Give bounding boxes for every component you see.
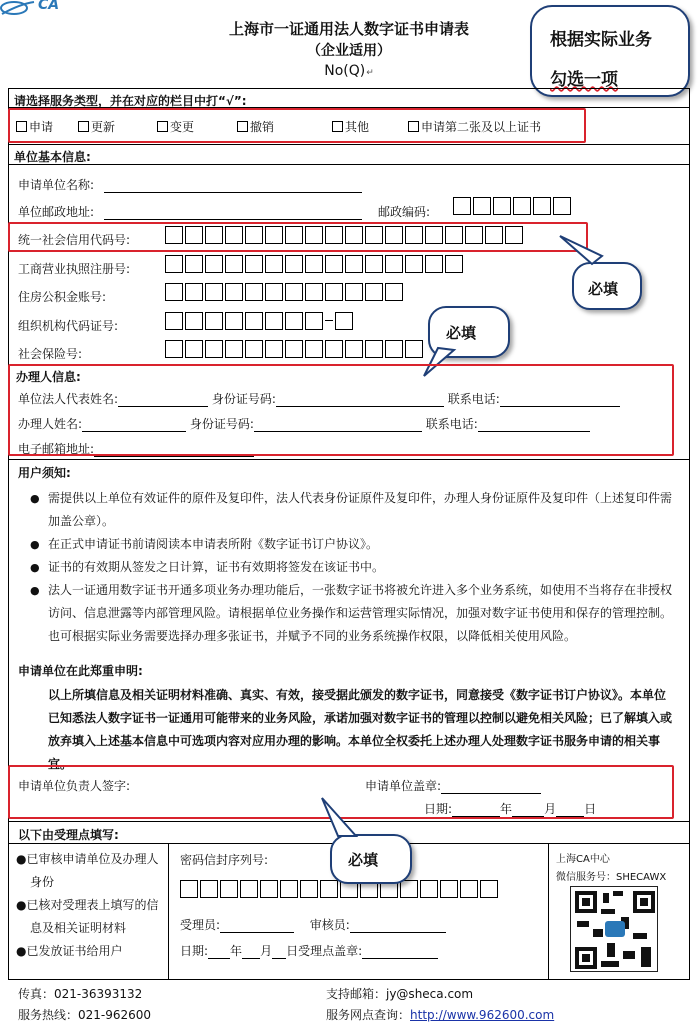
checkbox[interactable] xyxy=(78,121,89,132)
cell[interactable] xyxy=(265,255,283,273)
option-other[interactable] xyxy=(332,118,369,135)
cell[interactable] xyxy=(365,255,383,273)
cell[interactable] xyxy=(185,255,203,273)
cell[interactable] xyxy=(265,340,283,358)
cell[interactable] xyxy=(165,340,183,358)
unit-address-field[interactable] xyxy=(104,207,362,220)
agent-id-field[interactable] xyxy=(254,419,422,432)
cell[interactable] xyxy=(225,283,243,301)
day-label: 日 xyxy=(584,802,597,816)
email-label: 电子邮箱地址: xyxy=(18,442,95,456)
cell[interactable] xyxy=(165,226,183,244)
legal-rep-id-field[interactable] xyxy=(276,394,444,407)
cell[interactable] xyxy=(325,255,343,273)
postcode-label: 邮政编码: xyxy=(378,205,431,219)
acceptance-year: 年 xyxy=(230,944,243,958)
cell[interactable] xyxy=(285,283,303,301)
housing-fund-label: 住房公积金账号: xyxy=(18,290,107,304)
cell[interactable] xyxy=(165,255,183,273)
cell[interactable] xyxy=(480,880,498,898)
callout-text: 必填 xyxy=(588,280,619,298)
cell[interactable] xyxy=(460,880,478,898)
cell[interactable] xyxy=(265,226,283,244)
notice-item: ● 法人一证通用数字证书开通多项业务办理功能后，一张数字证书将被允许进入多个业务系统，如使用不当将存在非授权访问、信息泄露等内部管理风险。请根据单位业务操作和运营管理实际情况，加强对数字证书使用和保存的管理控制。也可根据实际业务需要选择办理多张证书，并赋予不同的业务系统操作权限，以降低相关使用风险。 xyxy=(48,579,672,648)
acceptance-date-label: 日期: xyxy=(180,944,209,958)
cell[interactable] xyxy=(385,283,403,301)
acceptance-day: 日 xyxy=(286,944,299,958)
envelope-label: 密码信封序列号: xyxy=(180,853,269,867)
cell[interactable] xyxy=(513,197,531,215)
acceptance-stamp-label: 受理点盖章: xyxy=(298,944,363,958)
cell[interactable] xyxy=(405,226,423,244)
footer-email: 支持邮箱：jy@sheca.com xyxy=(326,987,474,1001)
cell[interactable] xyxy=(225,226,243,244)
acceptance-date-row xyxy=(180,942,438,959)
cell[interactable] xyxy=(285,226,303,244)
cell[interactable] xyxy=(320,880,338,898)
unit-name-field[interactable] xyxy=(104,180,362,193)
cell[interactable] xyxy=(200,880,218,898)
cell[interactable] xyxy=(205,340,223,358)
option-renew[interactable] xyxy=(78,118,115,135)
footer-fax: 传真：021-36393132 xyxy=(18,987,143,1001)
notice-item: ● 在正式申请证书前请阅读本申请表所附《数字证书订户协议》。 xyxy=(48,533,672,556)
cell[interactable] xyxy=(420,880,438,898)
cell[interactable] xyxy=(185,312,203,330)
acceptance-month: 月 xyxy=(260,944,273,958)
agent-phone-field[interactable] xyxy=(478,419,590,432)
unit-address-label: 单位邮政地址: xyxy=(18,205,95,219)
cell[interactable] xyxy=(445,255,463,273)
signature-date-row xyxy=(424,800,596,817)
social-security-label: 社会保险号: xyxy=(18,347,83,361)
option-label: 变更 xyxy=(170,120,195,134)
form-number-label: No(Q) ↵ xyxy=(324,63,374,79)
acceptance-day-field[interactable] xyxy=(272,946,286,959)
cell[interactable] xyxy=(185,283,203,301)
org-code-label: 组织机构代码证号: xyxy=(18,319,119,333)
credit-code-label: 统一社会信用代码号: xyxy=(18,233,131,247)
callout-choose-one xyxy=(530,5,690,97)
divider xyxy=(8,144,690,145)
acceptance-year-field[interactable] xyxy=(208,946,230,959)
envelope-cells[interactable] xyxy=(180,880,500,898)
wechat-label: 微信服务号：SHECAWX xyxy=(556,872,667,883)
acceptance-checks xyxy=(16,848,166,963)
cell[interactable] xyxy=(445,226,463,244)
cell[interactable] xyxy=(305,283,323,301)
cell[interactable] xyxy=(365,283,383,301)
cell[interactable] xyxy=(260,880,278,898)
checkbox[interactable] xyxy=(237,121,248,132)
cell[interactable] xyxy=(473,197,491,215)
option-label: 撤销 xyxy=(250,120,275,134)
business-license-cells[interactable] xyxy=(165,255,465,273)
stamp-row xyxy=(365,777,541,794)
cell[interactable] xyxy=(185,226,203,244)
option-label: 更新 xyxy=(91,120,116,134)
stamp-label: 申请单位盖章: xyxy=(365,779,442,793)
cell[interactable] xyxy=(425,255,443,273)
cell[interactable] xyxy=(205,255,223,273)
email-field[interactable] xyxy=(94,444,254,457)
cell[interactable] xyxy=(285,255,303,273)
callout-line1: 根据实际业务 xyxy=(550,30,652,50)
service-heading: 请选择服务类型，并在对应的栏目中打“√”: xyxy=(14,94,247,108)
cell[interactable] xyxy=(245,340,263,358)
receiver-row xyxy=(180,916,446,933)
day-field[interactable] xyxy=(556,804,584,817)
check-text: 已核对受理表上填写的信息及相关证明材料 xyxy=(26,898,159,935)
logo-icon xyxy=(0,0,70,18)
cell[interactable] xyxy=(325,226,343,244)
check-item: ●已发放证书给用户 xyxy=(16,944,123,958)
check-item: ●已核对受理表上填写的信息及相关证明材料 xyxy=(16,898,159,935)
option-label: 其他 xyxy=(345,120,370,134)
cell[interactable] xyxy=(325,283,343,301)
cell[interactable] xyxy=(165,283,183,301)
cell[interactable] xyxy=(225,312,243,330)
cell[interactable] xyxy=(345,340,363,358)
checkbox[interactable] xyxy=(332,121,343,132)
divider xyxy=(8,459,690,460)
year-label: 年 xyxy=(500,802,513,816)
legal-rep-phone-label: 联系电话: xyxy=(447,392,500,406)
legal-rep-id-label: 身份证号码: xyxy=(211,392,276,406)
footer-outlet-label: 服务网点查询： xyxy=(326,1008,411,1022)
agent-name-label: 办理人姓名: xyxy=(18,417,83,431)
option-second-cert[interactable] xyxy=(408,118,541,135)
cell[interactable] xyxy=(185,340,203,358)
cell[interactable] xyxy=(553,197,571,215)
notice-item: ● 需提供以上单位有效证件的原件及复印件，法人代表身份证原件及复印件，办理人身份证原件及复印件（上述复印件需加盖公章）。 xyxy=(48,487,672,533)
callout-required-signature xyxy=(330,834,412,884)
cell[interactable] xyxy=(345,226,363,244)
footer-outlet-link[interactable]: http://www.962600.com xyxy=(410,1008,555,1022)
agent-phone-label: 联系电话: xyxy=(425,417,478,431)
cell[interactable] xyxy=(280,880,298,898)
cell[interactable] xyxy=(265,283,283,301)
cell[interactable] xyxy=(205,283,223,301)
cell[interactable] xyxy=(305,312,323,330)
page-title: 上海市一证通用法人数字证书申请表 xyxy=(228,20,469,38)
agent-name-row xyxy=(18,415,590,432)
checkbox[interactable] xyxy=(408,121,419,132)
cell[interactable] xyxy=(453,197,471,215)
month-field[interactable] xyxy=(512,804,544,817)
cell[interactable] xyxy=(245,255,263,273)
callout-pointer xyxy=(316,796,366,840)
cell[interactable] xyxy=(365,340,383,358)
declaration-body: 以上所填信息及相关证明材料准确、真实、有效，接受据此颁发的数字证书，同意接受《数字证书订户协议》。本单位已知悉法人数字证书一证通用可能带来的业务风险，承诺加强对数字证书的管理以控制以避免相关风险；已了解填入或放弃填入上述基本信息中可选项内容对应用办理的影响。本单位全权委托上述办理人处理数字证书服务申请的相关事宜。 xyxy=(48,688,673,771)
cell[interactable] xyxy=(505,226,523,244)
cell[interactable] xyxy=(335,312,353,330)
cell[interactable] xyxy=(205,312,223,330)
acceptance-stamp-field[interactable] xyxy=(362,946,438,959)
cell[interactable] xyxy=(365,226,383,244)
cell[interactable] xyxy=(405,255,423,273)
cell[interactable] xyxy=(205,226,223,244)
cell[interactable] xyxy=(285,340,303,358)
cell[interactable] xyxy=(425,226,443,244)
credit-code-cells[interactable] xyxy=(165,226,525,244)
callout-text: 必填 xyxy=(446,324,477,342)
notice-item: ● 证书的有效期从签发之日计算，证书有效期将签发在该证书中。 xyxy=(48,556,672,579)
unit-name-row xyxy=(18,176,362,193)
wechat-qr-code[interactable] xyxy=(570,886,658,972)
cell[interactable] xyxy=(265,312,283,330)
cell[interactable] xyxy=(385,255,403,273)
cell[interactable] xyxy=(305,226,323,244)
cell[interactable] xyxy=(325,340,343,358)
center-name: 上海CA中心 xyxy=(556,854,610,865)
divider xyxy=(8,164,690,165)
legal-rep-field[interactable] xyxy=(118,394,208,407)
legal-rep-label: 单位法人代表姓名: xyxy=(18,392,119,406)
check-item: ●已审核申请单位及办理人身份 xyxy=(16,852,159,889)
cell[interactable] xyxy=(285,312,303,330)
email-row xyxy=(18,440,254,457)
cell[interactable] xyxy=(180,880,198,898)
responsible-label: 申请单位负责人签字: xyxy=(18,779,131,793)
option-label: 申请第二张及以上证书 xyxy=(421,120,542,134)
cell[interactable] xyxy=(305,340,323,358)
business-license-label: 工商营业执照注册号: xyxy=(18,262,131,276)
callout-pointer xyxy=(552,232,612,272)
cell[interactable] xyxy=(245,312,263,330)
cell[interactable] xyxy=(385,226,403,244)
cell[interactable] xyxy=(225,340,243,358)
cell[interactable] xyxy=(533,197,551,215)
dash xyxy=(325,320,333,321)
cell[interactable] xyxy=(225,255,243,273)
cell[interactable] xyxy=(493,197,511,215)
cell[interactable] xyxy=(300,880,318,898)
option-change[interactable] xyxy=(157,118,194,135)
cell[interactable] xyxy=(245,283,263,301)
declaration-heading: 申请单位在此郑重申明: xyxy=(18,664,143,678)
page-subtitle: （企业适用） xyxy=(307,43,391,59)
cell[interactable] xyxy=(485,226,503,244)
callout-text: 必填 xyxy=(348,851,379,869)
agent-heading: 办理人信息: xyxy=(16,370,81,384)
cell[interactable] xyxy=(465,226,483,244)
check-text: 已审核申请单位及办理人身份 xyxy=(26,852,159,889)
option-label: 申请 xyxy=(29,120,54,134)
unit-heading: 单位基本信息: xyxy=(14,150,91,164)
logo-text: CA xyxy=(38,0,60,13)
acceptance-month-field[interactable] xyxy=(242,946,260,959)
notice-list xyxy=(48,487,672,648)
acceptance-col-divider xyxy=(548,843,549,980)
cell[interactable] xyxy=(345,283,363,301)
checkbox[interactable] xyxy=(16,121,27,132)
reviewer-field[interactable] xyxy=(350,920,446,933)
postcode-cells[interactable] xyxy=(453,197,573,215)
agent-name-field[interactable] xyxy=(82,419,186,432)
acceptance-col-divider xyxy=(168,843,169,980)
org-code-cells[interactable] xyxy=(165,312,355,330)
checkbox[interactable] xyxy=(157,121,168,132)
receiver-label: 受理员: xyxy=(180,918,221,932)
legal-rep-row xyxy=(18,390,620,407)
cell[interactable] xyxy=(220,880,238,898)
social-security-cells[interactable] xyxy=(165,340,425,358)
footer-outlet xyxy=(326,1006,554,1023)
cell[interactable] xyxy=(345,255,363,273)
stamp-field[interactable] xyxy=(441,781,541,794)
housing-fund-cells[interactable] xyxy=(165,283,405,301)
receiver-field[interactable] xyxy=(220,920,294,933)
callout-line2: 勾选一项 xyxy=(550,70,618,90)
legal-rep-phone-field[interactable] xyxy=(500,394,620,407)
cell[interactable] xyxy=(165,312,183,330)
option-apply[interactable] xyxy=(16,118,53,135)
cell[interactable] xyxy=(240,880,258,898)
agent-id-label: 身份证号码: xyxy=(189,417,254,431)
notice-heading: 用户须知: xyxy=(18,466,71,480)
cell[interactable] xyxy=(305,255,323,273)
unit-address-row xyxy=(18,203,362,220)
cell[interactable] xyxy=(400,880,418,898)
year-field[interactable] xyxy=(452,804,500,817)
option-revoke[interactable] xyxy=(237,118,274,135)
cell[interactable] xyxy=(440,880,458,898)
check-text: 已发放证书给用户 xyxy=(26,944,123,958)
acceptance-heading: 以下由受理点填写: xyxy=(18,828,119,842)
unit-name-label: 申请单位名称: xyxy=(18,178,95,192)
cell[interactable] xyxy=(385,340,403,358)
date-label: 日期: xyxy=(424,802,453,816)
cell[interactable] xyxy=(245,226,263,244)
reviewer-label: 审核员: xyxy=(309,918,350,932)
footer-hotline: 服务热线：021-962600 xyxy=(18,1008,152,1022)
month-label: 月 xyxy=(544,802,557,816)
sheca-logo xyxy=(0,0,70,18)
